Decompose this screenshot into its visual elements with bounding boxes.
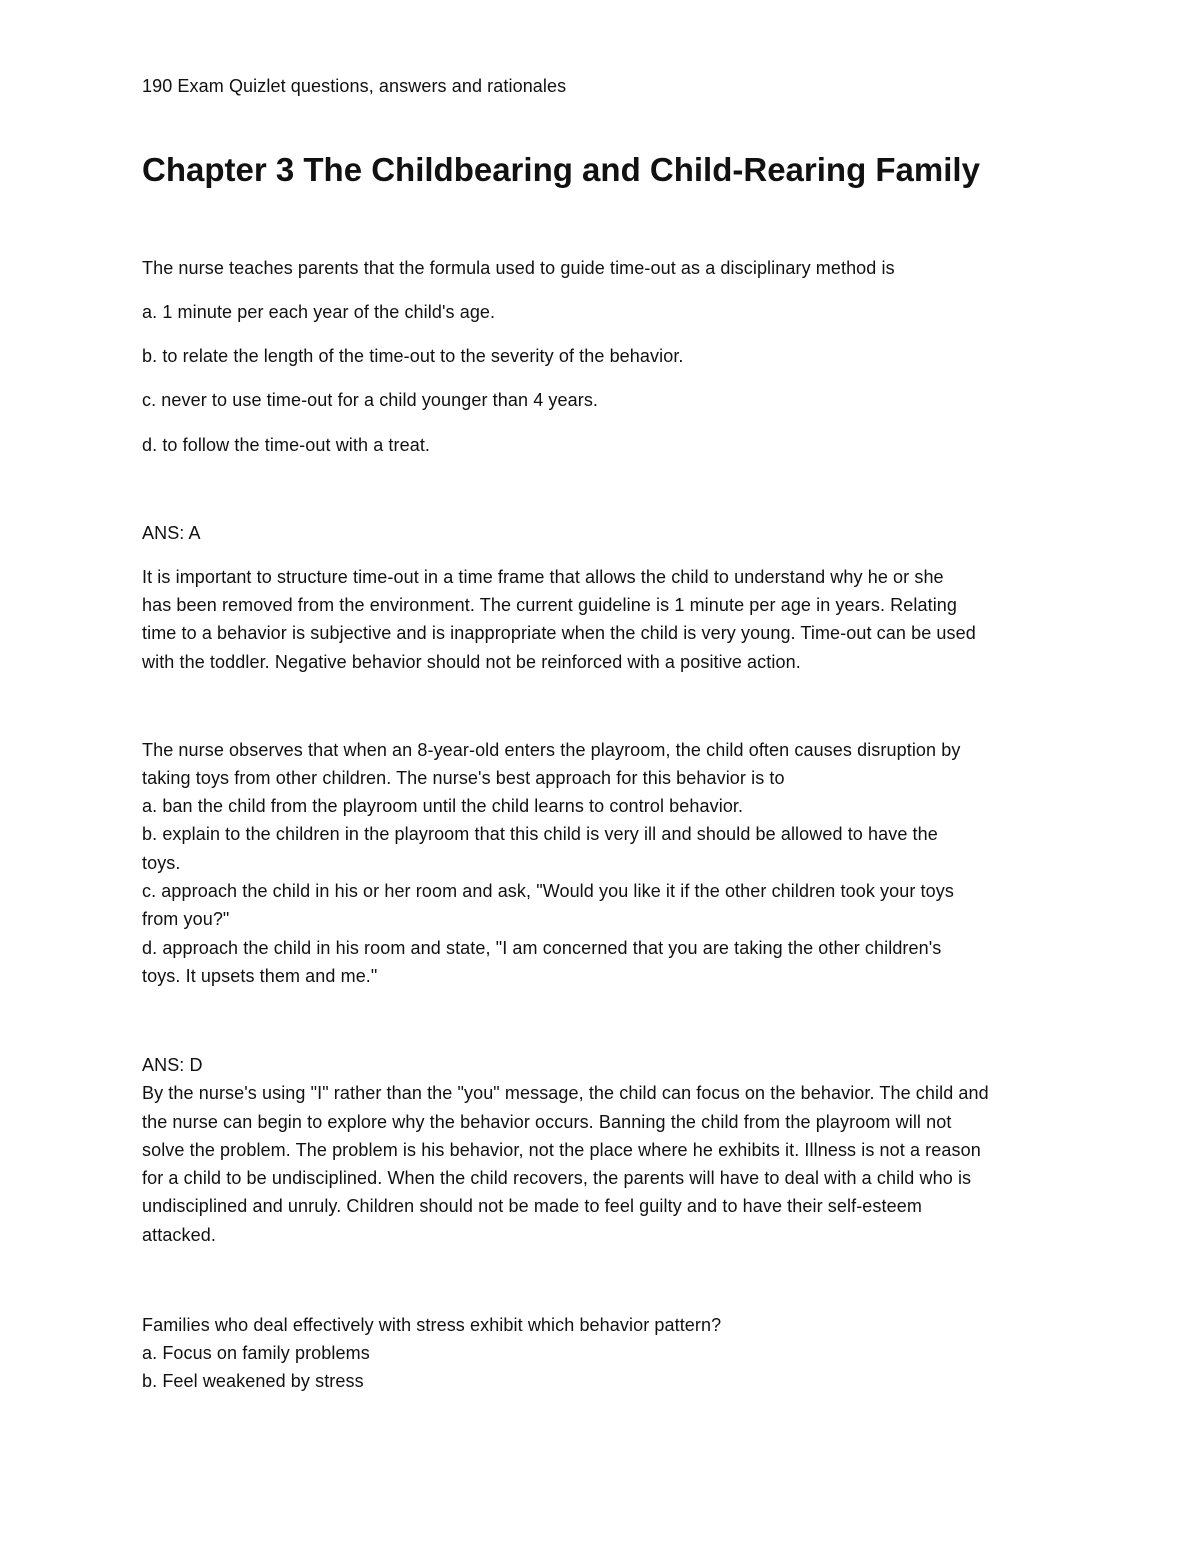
question-2-rationale-line: undisciplined and unruly. Children should not be made to feel guilty and to have their self-esteem [142,1196,922,1216]
question-2-rationale-line: solve the problem. The problem is his behavior, not the place where he exhibits it. Illness is not a reason [142,1140,981,1160]
question-2-option-a: a. ban the child from the playroom until the child learns to control behavior. [142,796,744,816]
question-2-rationale-line: the nurse can begin to explore why the behavior occurs. Banning the child from the playroom will not [142,1112,952,1132]
question-2-option-c: c. approach the child in his or her room and ask, "Would you like it if the other children took your toys [142,881,954,901]
chapter-title: Chapter 3 The Childbearing and Child-Rearing Family [142,151,980,188]
question-1-rationale-line: time to a behavior is subjective and is inappropriate when the child is very young. Time-out can be used [142,623,976,643]
question-2-option-b-cont: toys. [142,853,181,873]
question-3-stem: Families who deal effectively with stress exhibit which behavior pattern? [142,1315,722,1335]
question-2-rationale-line: attacked. [142,1225,216,1245]
document-header: 190 Exam Quizlet questions, answers and rationales [142,76,567,96]
question-2-option-c-cont: from you?" [142,909,230,929]
question-2-line: The nurse observes that when an 8-year-old enters the playroom, the child often causes disruption by [142,740,961,760]
question-3-option-b: b. Feel weakened by stress [142,1371,364,1391]
question-2-option-d: d. approach the child in his room and state, "I am concerned that you are taking the other children's [142,938,942,958]
question-2-answer: ANS: D [142,1055,203,1075]
question-1-option-b: b. to relate the length of the time-out to the severity of the behavior. [142,346,684,366]
question-2-option-b: b. explain to the children in the playroom that this child is very ill and should be allowed to have the [142,824,938,844]
question-2-rationale-line: for a child to be undisciplined. When the child recovers, the parents will have to deal with a child who is [142,1168,972,1188]
question-1-option-d: d. to follow the time-out with a treat. [142,435,431,455]
question-2-option-d-cont: toys. It upsets them and me." [142,966,378,986]
question-1-stem: The nurse teaches parents that the formula used to guide time-out as a disciplinary method is [142,258,895,278]
question-1-option-c: c. never to use time-out for a child younger than 4 years. [142,390,599,410]
question-1-answer: ANS: A [142,523,201,543]
question-1-rationale-line: with the toddler. Negative behavior should not be reinforced with a positive action. [142,652,801,672]
question-1-rationale-line: has been removed from the environment. The current guideline is 1 minute per age in years. Relating [142,595,958,615]
question-1-rationale-line: It is important to structure time-out in a time frame that allows the child to understand why he or she [142,567,944,587]
question-1-option-a: a. 1 minute per each year of the child's age. [142,302,496,322]
question-2-rationale-line: By the nurse's using "I" rather than the "you" message, the child can focus on the behavior. The child and [142,1083,989,1103]
question-2-line: taking toys from other children. The nurse's best approach for this behavior is to [142,768,785,788]
question-3-option-a: a. Focus on family problems [142,1343,370,1363]
